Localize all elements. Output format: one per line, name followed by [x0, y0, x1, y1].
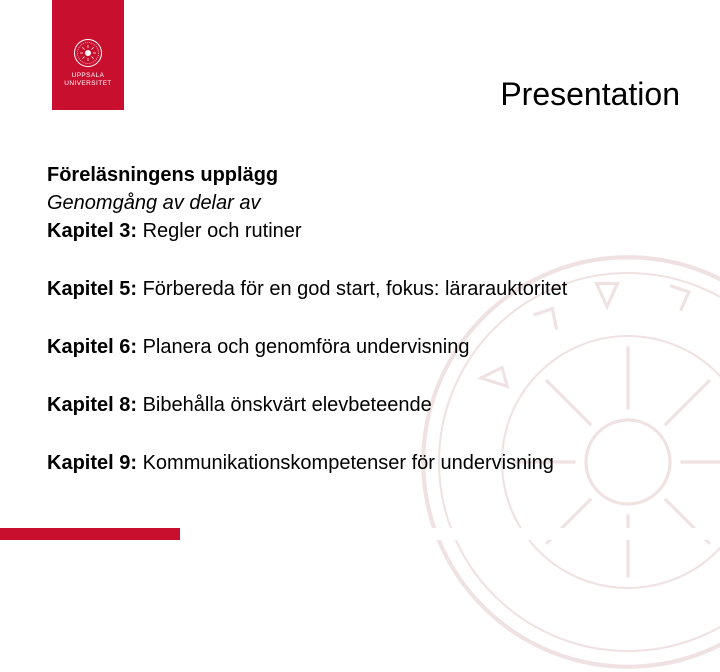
university-seal-icon	[73, 38, 103, 68]
chapter-item	[47, 217, 687, 245]
footer-accent-bar	[0, 528, 180, 540]
chapter-item	[47, 391, 687, 419]
logo-line-2: UNIVERSITET	[64, 80, 112, 87]
chapter-text: Bibehålla önskvärt elevbeteende	[142, 394, 432, 416]
chapter-label: Kapitel 9:	[47, 452, 138, 474]
logo-text	[64, 72, 111, 88]
chapter-item	[47, 275, 687, 303]
chapter-label: Kapitel 5:	[47, 278, 138, 300]
footer-line	[180, 528, 720, 540]
chapter-text: Regler och rutiner	[142, 220, 302, 242]
university-logo	[52, 0, 124, 110]
chapter-text: Förbereda för en god start, fokus: lärarauktoritet	[142, 278, 568, 300]
logo-line-1: UPPSALA	[71, 72, 105, 79]
chapter-item	[47, 449, 687, 477]
chapter-item	[47, 333, 687, 361]
slide-content	[47, 161, 687, 477]
chapter-text: Kommunikationskompetenser för undervisning	[142, 452, 554, 474]
chapter-label: Kapitel 8:	[47, 394, 138, 416]
chapter-label: Kapitel 6:	[47, 336, 138, 358]
slide-title: Presentation	[500, 76, 680, 112]
intro-subheading: Genomgång av delar av	[47, 192, 261, 214]
chapter-label: Kapitel 3:	[47, 220, 138, 242]
intro-heading: Föreläsningens upplägg	[47, 164, 279, 186]
chapter-text: Planera och genomföra undervisning	[142, 336, 470, 358]
